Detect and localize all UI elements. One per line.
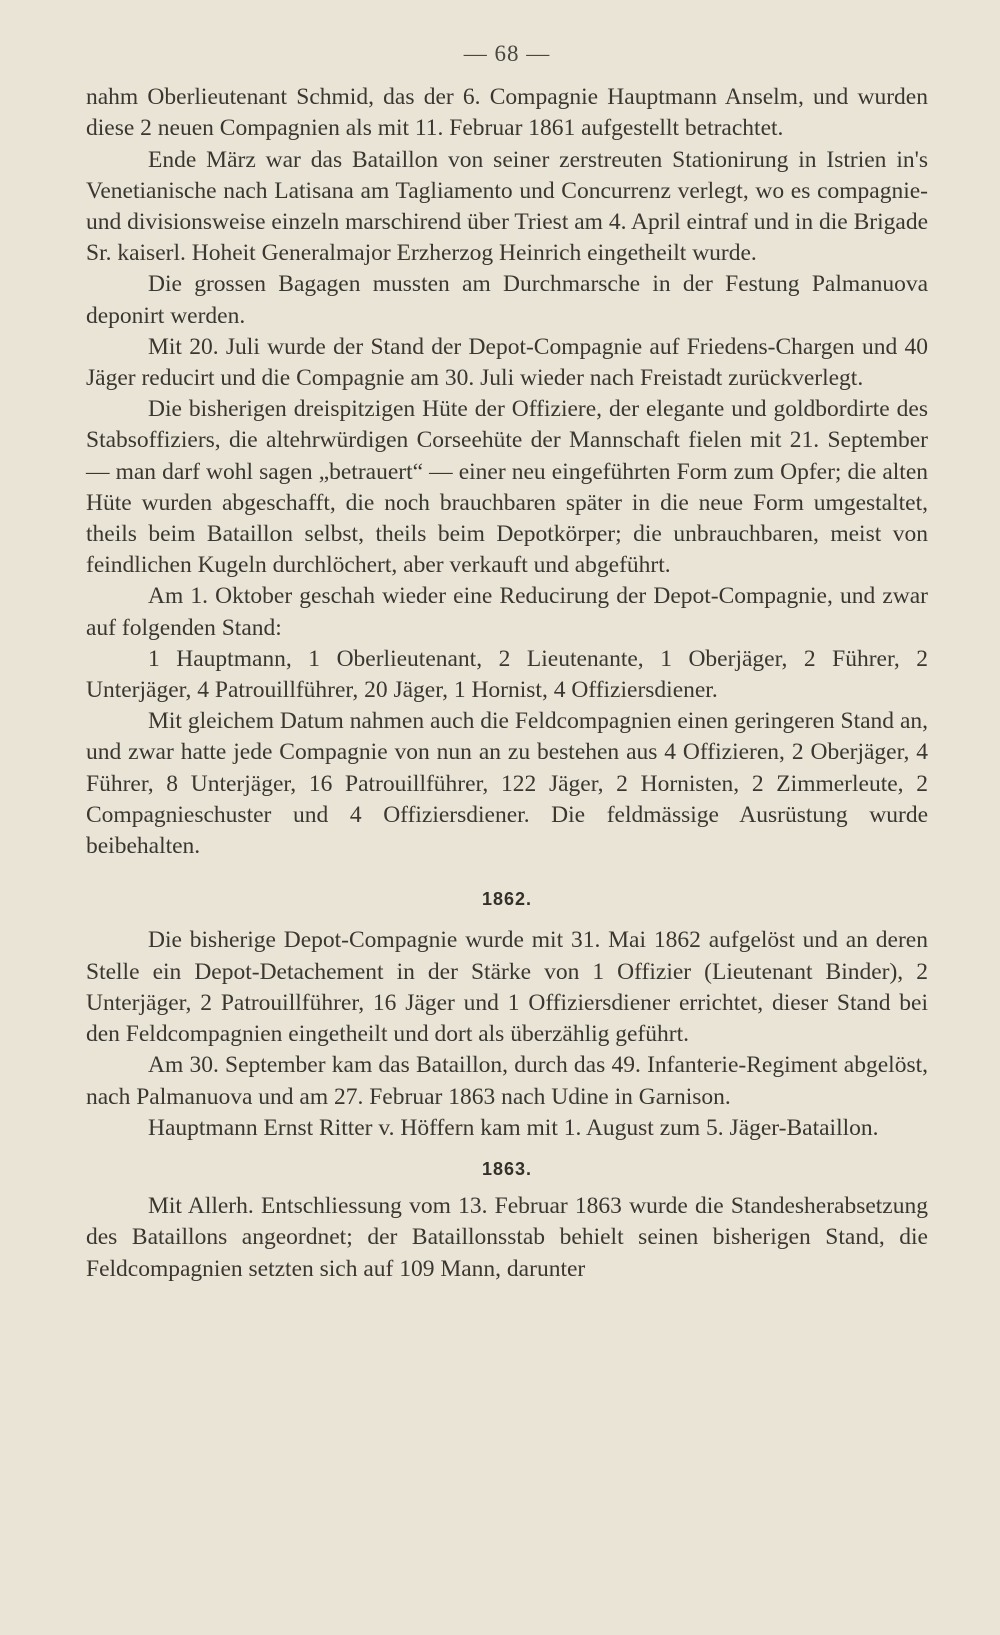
paragraph-hats: Die bisherigen dreispitzigen Hüte der Offiziere, der elegante und goldbordirte des Stabsoffiziers, die altehrwürdigen Corseehüte der Mannschaft fielen mit 21. September — man darf wohl sagen „betrauert“ — einer neu eingeführten Form zum Opfer; die alten Hüte wurden abgeschafft, die noch brauchbaren später in die neue Form umgestaltet, theils beim Bataillon selbst, theils beim Depotkörper; die unbrauchbaren, meist von feindlichen Kugeln durchlöchert, aber verkauft und abgeführt. [86,396,928,579]
page-number: — 68 — [463,41,551,66]
paragraph-october-reduction: Am 1. Oktober geschah wieder eine Reducirung der Depot-Compagnie, und zwar auf folgenden Stand: [86,583,928,641]
year-heading-1863: 1863. [481,1158,533,1179]
paragraph-hoeffern-transfer: Hauptmann Ernst Ritter v. Höffern kam mit 1. August zum 5. Jäger-Bataillon. [148,1114,879,1141]
paragraph-depot-reduction-july: Mit 20. Juli wurde der Stand der Depot-Compagnie auf Friedens-Chargen und 40 Jäger reducirt und die Compagnie am 30. Juli wieder nach Freistadt zurückverlegt. [86,333,928,392]
paragraph-continuation: nahm Oberlieutenant Schmid, das der 6. Compagnie Hauptmann Anselm, und wurden diese 2 neuen Compagnien als mit 11. Februar 1861 aufgestellt betrachtet. [86,84,928,142]
paragraph-garrison-palmanuova: Am 30. September kam das Bataillon, durch das 49. Infanterie-Regiment abgelöst, nach Palmanuova und am 27. Februar 1863 nach Udine in Garnison. [86,1052,928,1110]
paragraph-depot-dissolved: Die bisherige Depot-Compagnie wurde mit 31. Mai 1862 aufgelöst und an deren Stelle ein Depot-Detachement in der Stärke von 1 Offizier (Lieutenant Binder), 2 Unterjäger, 2 Patrouillführer, 16 Jäger und 1 Offiziersdiener errichtet, dieser Stand bei den Feldcompagnien eingetheilt und dort als überzählig geführt. [86,927,928,1048]
paragraph-depot-strength-list: 1 Hauptmann, 1 Oberlieutenant, 2 Lieutenante, 1 Oberjäger, 2 Führer, 2 Unterjäger, 4 Patrouillführer, 20 Jäger, 1 Hornist, 4 Offiziersdiener. [86,645,928,704]
year-heading-1862: 1862. [481,889,533,910]
paragraph-relocation: Ende März war das Bataillon von seiner zerstreuten Stationirung in Istrien in's Venetianische nach Latisana am Tagliamento und Concurrenz verlegt, wo es compagnie- und divisionsweise einzeln marschirend über Triest am 4. April eintraf und in die Brigade Sr. kaiserl. Hoheit Generalmajor Erzherzog Heinrich eingetheilt wurde. [86,146,928,267]
paragraph-strength-reduction-1863: Mit Allerh. Entschliessung vom 13. Februar 1863 wurde die Standesherabsetzung des Bataillons angeordnet; der Bataillonsstab behielt seinen bisherigen Stand, die Feldcompagnien setzten sich auf 109 Mann, darunter [86,1193,928,1282]
paragraph-baggage: Die grossen Bagagen mussten am Durchmarsche in der Festung Palmanuova deponirt werden. [86,271,928,329]
paragraph-field-companies: Mit gleichem Datum nahmen auch die Feldcompagnien einen geringeren Stand an, und zwar hatte jede Compagnie von nun an zu bestehen aus 4 Offizieren, 2 Oberjäger, 4 Führer, 8 Unterjäger, 16 Patrouillführer, 122 Jäger, 2 Hornisten, 2 Zimmerleute, 2 Compagnieschuster und 4 Offiziersdiener. Die feldmässige Ausrüstung wurde beibehalten. [86,708,928,860]
